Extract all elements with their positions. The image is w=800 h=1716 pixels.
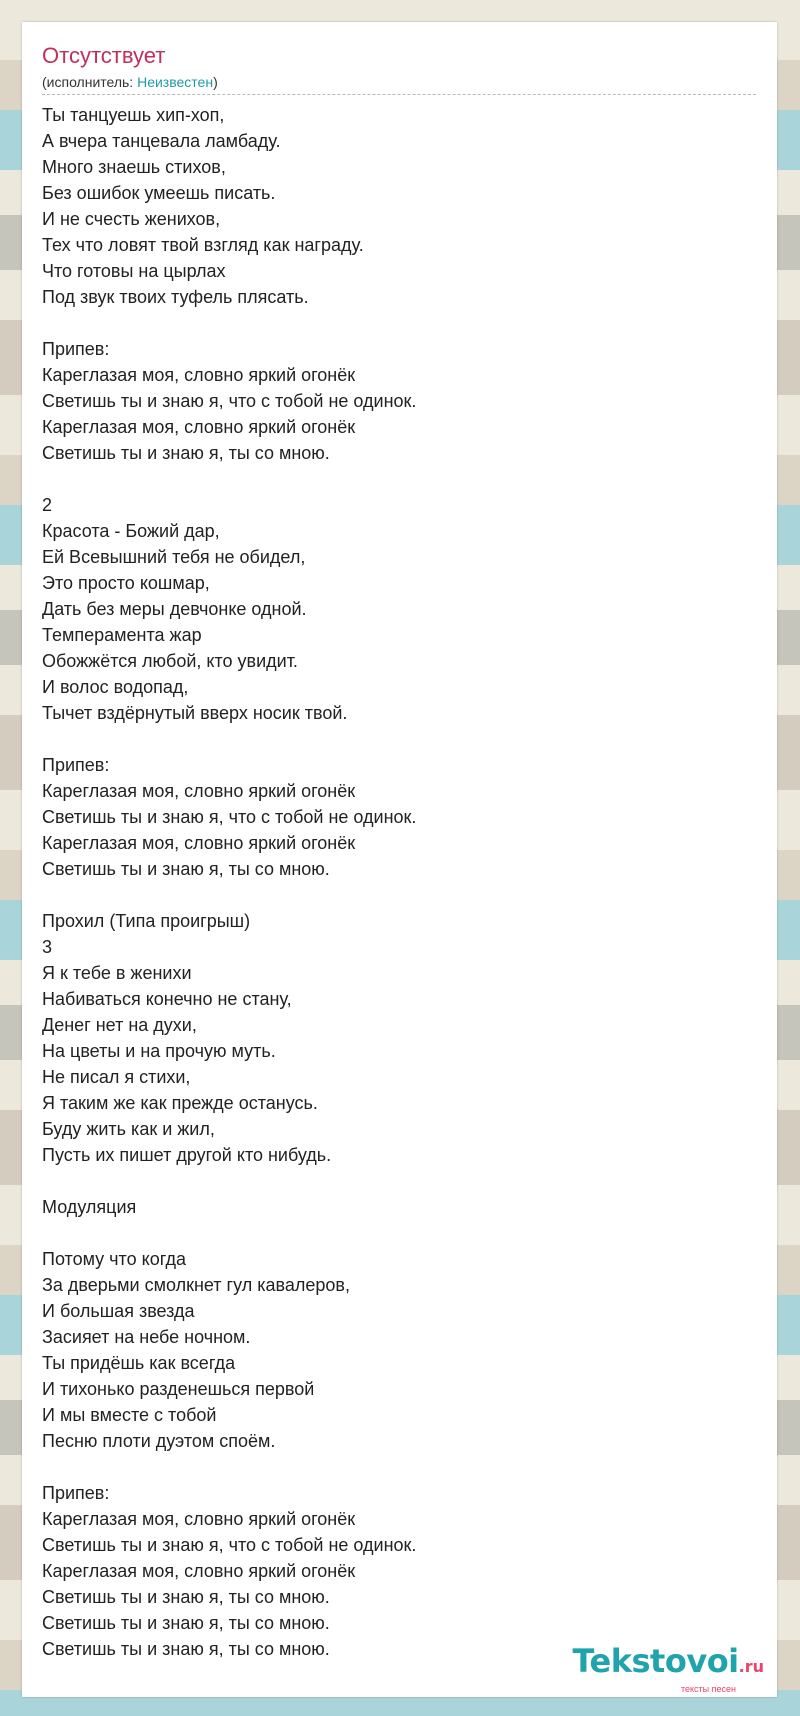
lyric-line: Не писал я стихи, — [42, 1067, 191, 1087]
lyric-line: Дать без меры девчонке одной. — [42, 599, 307, 619]
lyric-line: Что готовы на цырлах — [42, 261, 226, 281]
lyric-blank-line — [42, 466, 756, 492]
artist-line — [42, 72, 756, 95]
lyric-line: И не счесть женихов, — [42, 209, 221, 229]
lyric-line: Светишь ты и знаю я, что с тобой не одинок. — [42, 1535, 417, 1555]
lyric-line: Темперамента жар — [42, 625, 202, 645]
lyric-line: Красота - Божий дар, — [42, 521, 220, 541]
lyric-line: Светишь ты и знаю я, что с тобой не одинок. — [42, 807, 417, 827]
artist-suffix: ) — [213, 74, 218, 90]
lyric-line: И мы вместе с тобой — [42, 1405, 217, 1425]
lyric-line: Без ошибок умеешь писать. — [42, 183, 276, 203]
song-title: Отсутствует — [42, 43, 166, 68]
lyric-line: Прохил (Типа проигрыш) — [42, 911, 251, 931]
lyric-line: 2 — [42, 495, 53, 515]
lyric-line: Припев: — [42, 339, 110, 359]
logo-tagline: тексты песен — [680, 1684, 736, 1694]
lyric-line: Песню плоти дуэтом споём. — [42, 1431, 276, 1451]
lyric-blank-line — [42, 1168, 756, 1194]
lyric-line: И большая звезда — [42, 1301, 195, 1321]
lyric-line: Денег нет на духи, — [42, 1015, 197, 1035]
lyric-line: Кареглазая моя, словно яркий огонёк — [42, 833, 356, 853]
lyric-line: Кареглазая моя, словно яркий огонёк — [42, 365, 356, 385]
lyric-line: Набиваться конечно не стану, — [42, 989, 292, 1009]
lyric-blank-line — [42, 726, 756, 752]
artist-prefix: (исполнитель: — [42, 74, 138, 90]
lyric-line: Тех что ловят твой взгляд как награду. — [42, 235, 364, 255]
lyric-line: Припев: — [42, 1483, 110, 1503]
lyric-line: Много знаешь стихов, — [42, 157, 226, 177]
lyric-line: Светишь ты и знаю я, ты со мною. — [42, 1613, 330, 1633]
lyric-line: Модуляция — [42, 1197, 137, 1217]
lyric-blank-line — [42, 1220, 756, 1246]
lyric-line: 3 — [42, 937, 53, 957]
logo-wordmark — [572, 1644, 764, 1684]
lyric-line: Под звук твоих туфель плясать. — [42, 287, 309, 307]
lyric-line: Светишь ты и знаю я, что с тобой не одинок. — [42, 391, 417, 411]
lyric-blank-line — [42, 310, 756, 336]
lyric-line: Кареглазая моя, словно яркий огонёк — [42, 781, 356, 801]
lyric-line: Пусть их пишет другой кто нибудь. — [42, 1145, 332, 1165]
logo-name: Tekstovoi — [572, 1642, 739, 1680]
lyric-line: Кареглазая моя, словно яркий огонёк — [42, 1509, 356, 1529]
lyric-line: Ей Всевышний тебя не обидел, — [42, 547, 306, 567]
lyric-line: Буду жить как и жил, — [42, 1119, 215, 1139]
lyric-line: Светишь ты и знаю я, ты со мною. — [42, 1587, 330, 1607]
lyric-line: Ты придёшь как всегда — [42, 1353, 236, 1373]
lyric-line: Светишь ты и знаю я, ты со мною. — [42, 859, 330, 879]
lyric-line: Я к тебе в женихи — [42, 963, 192, 983]
lyric-blank-line — [42, 1454, 756, 1480]
lyric-line: Светишь ты и знаю я, ты со мною. — [42, 443, 330, 463]
lyric-line: Светишь ты и знаю я, ты со мною. — [42, 1639, 330, 1659]
lyric-line: А вчера танцевала ламбаду. — [42, 131, 281, 151]
lyric-line: Кареглазая моя, словно яркий огонёк — [42, 417, 356, 437]
lyric-line: Обожжётся любой, кто увидит. — [42, 651, 298, 671]
site-logo[interactable] — [572, 1644, 764, 1694]
lyric-line: И волос водопад, — [42, 677, 189, 697]
lyric-line: Тычет вздёрнутый вверх носик твой. — [42, 703, 348, 723]
lyric-line: Припев: — [42, 755, 110, 775]
lyric-blank-line — [42, 882, 756, 908]
lyric-line: На цветы и на прочую муть. — [42, 1041, 276, 1061]
lyric-line: Я таким же как прежде останусь. — [42, 1093, 318, 1113]
artist-link[interactable]: Неизвестен — [137, 74, 214, 90]
lyric-line: Кареглазая моя, словно яркий огонёк — [42, 1561, 356, 1581]
lyric-line: Засияет на небе ночном. — [42, 1327, 251, 1347]
lyrics-text — [42, 102, 756, 1662]
lyrics-card — [22, 22, 777, 1697]
logo-tld: .ru — [738, 1657, 764, 1676]
lyric-line: Потому что когда — [42, 1249, 186, 1269]
lyric-line: Ты танцуешь хип-хоп, — [42, 105, 225, 125]
lyric-line: За дверьми смолкнет гул кавалеров, — [42, 1275, 350, 1295]
lyric-line: Это просто кошмар, — [42, 573, 210, 593]
lyric-line: И тихонько разденешься первой — [42, 1379, 315, 1399]
